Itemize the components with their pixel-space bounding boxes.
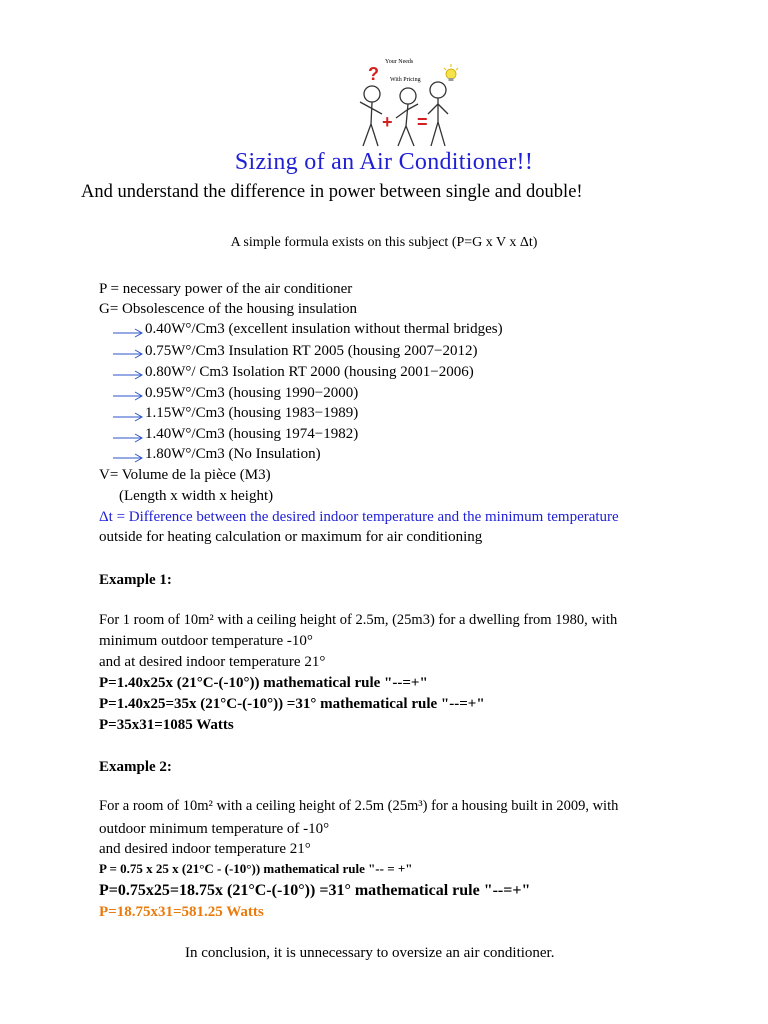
example-1-result: P=35x31=1085 Watts xyxy=(99,717,234,733)
arrow-right-icon xyxy=(111,452,147,464)
example-1-heading: Example 1: xyxy=(99,572,172,588)
example-2-line: For a room of 10m² with a ceiling height of 2.5m (25m³) for a housing built in 2009, with xyxy=(99,798,619,814)
definition-v: V= Volume de la pièce (M3) xyxy=(99,467,271,483)
arrow-right-icon xyxy=(111,390,147,402)
arrow-right-icon xyxy=(111,369,147,381)
equals-icon: = xyxy=(417,112,428,132)
conclusion: In conclusion, it is unnecessary to oversize an air conditioner. xyxy=(185,945,555,961)
g-item: 1.40W°/Cm3 (housing 1974−1982) xyxy=(145,426,359,442)
page-subtitle: And understand the difference in power between single and double! xyxy=(81,182,583,202)
question-mark-icon: ? xyxy=(368,64,379,84)
definition-v-detail: (Length x width x height) xyxy=(119,488,274,504)
stick-figure-left xyxy=(360,86,382,146)
g-item: 0.75W°/Cm3 Insulation RT 2005 (housing 2007−2012) xyxy=(145,343,478,359)
example-1-line: minimum outdoor temperature -10° xyxy=(99,633,313,649)
stick-figure-middle xyxy=(396,88,418,146)
logo-caption-top: Your Needs xyxy=(385,59,414,65)
g-item: 0.80W°/ Cm3 Isolation RT 2000 (housing 2001−2006) xyxy=(145,364,474,380)
arrow-right-icon xyxy=(111,411,147,423)
g-item: 0.95W°/Cm3 (housing 1990−2000) xyxy=(145,385,359,401)
definition-delta-t: Δt = Difference between the desired indoor temperature and the minimum temperature xyxy=(99,509,619,525)
logo-caption-mid: With Pricing xyxy=(390,77,421,83)
g-item: 0.40W°/Cm3 (excellent insulation without thermal bridges) xyxy=(145,321,503,337)
definition-delta-t-cont: outside for heating calculation or maximum for air conditioning xyxy=(99,529,483,545)
arrow-right-icon xyxy=(111,327,147,339)
definition-p: P = necessary power of the air conditioner xyxy=(99,281,353,297)
example-2-line: outdoor minimum temperature of -10° xyxy=(99,821,330,837)
example-2-calc: P = 0.75 x 25 x (21°C - (-10°)) mathematical rule "-- = +" xyxy=(99,861,413,876)
definition-g: G= Obsolescence of the housing insulation xyxy=(99,301,357,317)
example-1-line: and at desired indoor temperature 21° xyxy=(99,654,326,670)
g-item: 1.15W°/Cm3 (housing 1983−1989) xyxy=(145,405,359,421)
example-1-calc: P=1.40x25=35x (21°C-(-10°)) =31° mathematical rule "--=+" xyxy=(99,696,485,712)
example-2-heading: Example 2: xyxy=(99,759,172,775)
example-1-line: For 1 room of 10m² with a ceiling height of 2.5m, (25m3) for a dwelling from 1980, with xyxy=(99,612,618,628)
formula-intro: A simple formula exists on this subject (P=G x V x Δt) xyxy=(230,235,538,250)
example-1-calc: P=1.40x25x (21°C-(-10°)) mathematical rule "--=+" xyxy=(99,675,428,691)
example-2-result: P=18.75x31=581.25 Watts xyxy=(99,904,264,920)
arrow-right-icon xyxy=(111,348,147,360)
stick-figures-logo xyxy=(348,56,460,148)
arrow-right-icon xyxy=(111,432,147,444)
g-item: 1.80W°/Cm3 (No Insulation) xyxy=(145,446,321,462)
plus-icon: + xyxy=(382,112,393,132)
example-2-line: and desired indoor temperature 21° xyxy=(99,841,311,857)
stick-figure-right xyxy=(428,82,448,146)
page-title: Sizing of an Air Conditioner!! xyxy=(234,149,534,175)
example-2-calc: P=0.75x25=18.75x (21°C-(-10°)) =31° mathematical rule "--=+" xyxy=(99,882,531,899)
lightbulb-icon xyxy=(444,64,458,81)
